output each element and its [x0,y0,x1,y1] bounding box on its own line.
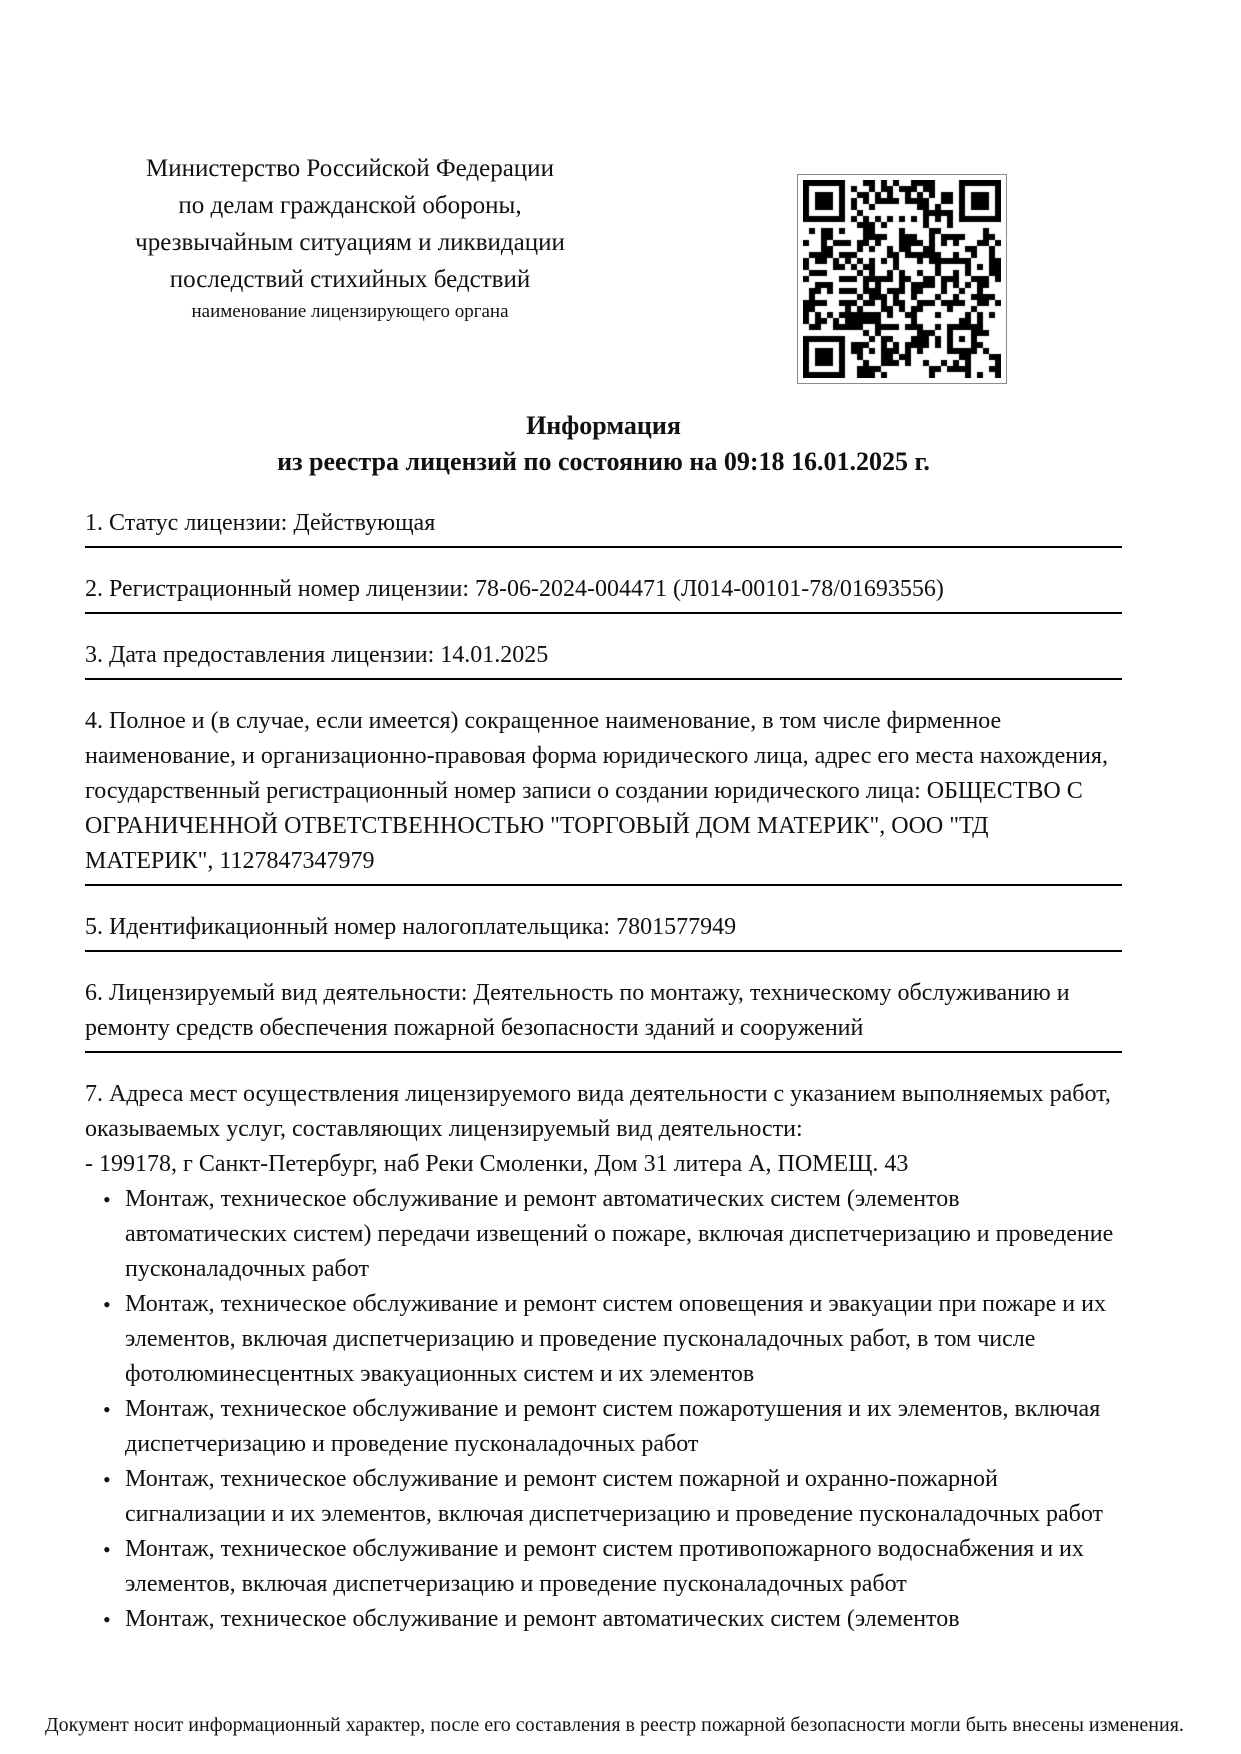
work-type-text: Монтаж, техническое обслуживание и ремонт систем пожарной и охранно-пожарной сигнализации и их элементов, включая диспетчеризацию и проведение пусконаладочных работ [125,1466,1104,1527]
field-legal-entity-name [85,704,1122,886]
field-grant-date [85,638,1122,680]
license-fields [85,506,1122,1053]
work-types-list [85,1182,1122,1637]
document-title-block [85,408,1122,480]
bullet-icon: • [103,1292,111,1317]
field-registration-number [85,572,1122,614]
field-underline [85,1051,1122,1053]
work-type-item [85,1392,1122,1462]
work-type-item [85,1462,1122,1532]
field-underline [85,678,1122,680]
work-type-item [85,1182,1122,1287]
ministry-name-line: по делам гражданской обороны, [178,192,522,219]
field-licensed-activity [85,976,1122,1053]
work-type-text: Монтаж, техническое обслуживание и ремонт систем противопожарного водоснабжения и их элементов, включая диспетчеризацию и проведение пусконаладочных работ [125,1536,1084,1597]
work-type-text: Монтаж, техническое обслуживание и ремонт автоматических систем (элементов автоматических систем) передачи извещений о пожаре, включая диспетчеризацию и проведение пусконаладочных работ [125,1186,1114,1282]
field-text: 3. Дата предоставления лицензии: 14.01.2025 [85,642,549,668]
document-header [85,150,1122,324]
field-text: 1. Статус лицензии: Действующая [85,510,436,536]
work-type-text: Монтаж, техническое обслуживание и ремонт автоматических систем (элементов [125,1606,960,1632]
document-title: Информация [526,411,681,440]
bullet-icon: • [103,1607,111,1632]
ministry-name-line: последствий стихийных бедствий [169,266,531,293]
work-type-item [85,1602,1122,1637]
document-subtitle: из реестра лицензий по состоянию на 09:18 16.01.2025 г. [277,447,930,476]
field-underline [85,612,1122,614]
bullet-icon: • [103,1187,111,1212]
work-type-text: Монтаж, техническое обслуживание и ремонт систем оповещения и эвакуации при пожаре и их элементов, включая диспетчеризацию и проведение пусконаладочных работ, в том числе фотолюминесцентных эвакуационных систем и их элементов [125,1291,1106,1387]
address-line: - 199178, г Санкт-Петербург, наб Реки Смоленки, Дом 31 литера А, ПОМЕЩ. 43 [85,1151,909,1177]
field-underline [85,950,1122,952]
activity-addresses-intro: 7. Адреса мест осуществления лицензируемого вида деятельности с указанием выполняемых работ, оказываемых услуг, составляющих лицензируемый вид деятельности: [85,1081,1111,1142]
document-content [85,0,1122,1637]
activity-addresses-section [85,1077,1122,1637]
work-type-text: Монтаж, техническое обслуживание и ремонт систем пожаротушения и их элементов, включая диспетчеризацию и проведение пусконаладочных работ [125,1396,1101,1457]
work-type-item [85,1287,1122,1392]
field-underline [85,546,1122,548]
field-text: 4. Полное и (в случае, если имеется) сокращенное наименование, в том числе фирменное наименование, и организационно-правовая форма юридического лица, адрес его места нахождения, государственный регистрационный номер записи о создании юридического лица: ОБЩЕСТВО С ОГРАНИЧЕННОЙ ОТВЕТСТВЕННОСТЬЮ "ТОРГОВЫЙ ДОМ МАТЕРИК", ООО "ТД МАТЕРИК", 1127847347979 [85,708,1108,874]
bullet-icon: • [103,1537,111,1562]
ministry-name-line: Министерство Российской Федерации [146,155,554,182]
ministry-name-line: чрезвычайным ситуациям и ликвидации [135,229,565,256]
field-text: 6. Лицензируемый вид деятельности: Деятельность по монтажу, техническому обслуживанию и ремонту средств обеспечения пожарной безопасности зданий и сооружений [85,980,1070,1041]
authority-caption: наименование лицензирующего органа [191,301,509,322]
field-text: 2. Регистрационный номер лицензии: 78-06-2024-004471 (Л014-00101-78/01693556) [85,576,944,602]
licensing-authority-name [85,150,615,324]
bullet-icon: • [103,1397,111,1422]
bullet-icon: • [103,1467,111,1492]
field-underline [85,884,1122,886]
field-license-status [85,506,1122,548]
field-text: 5. Идентификационный номер налогоплательщика: 7801577949 [85,914,737,940]
footer-disclaimer: Документ носит информационный характер, после его составления в реестр пожарной безопасности могли быть внесены изменения. [45,1714,1184,1736]
work-type-item [85,1532,1122,1602]
field-taxpayer-id [85,910,1122,952]
